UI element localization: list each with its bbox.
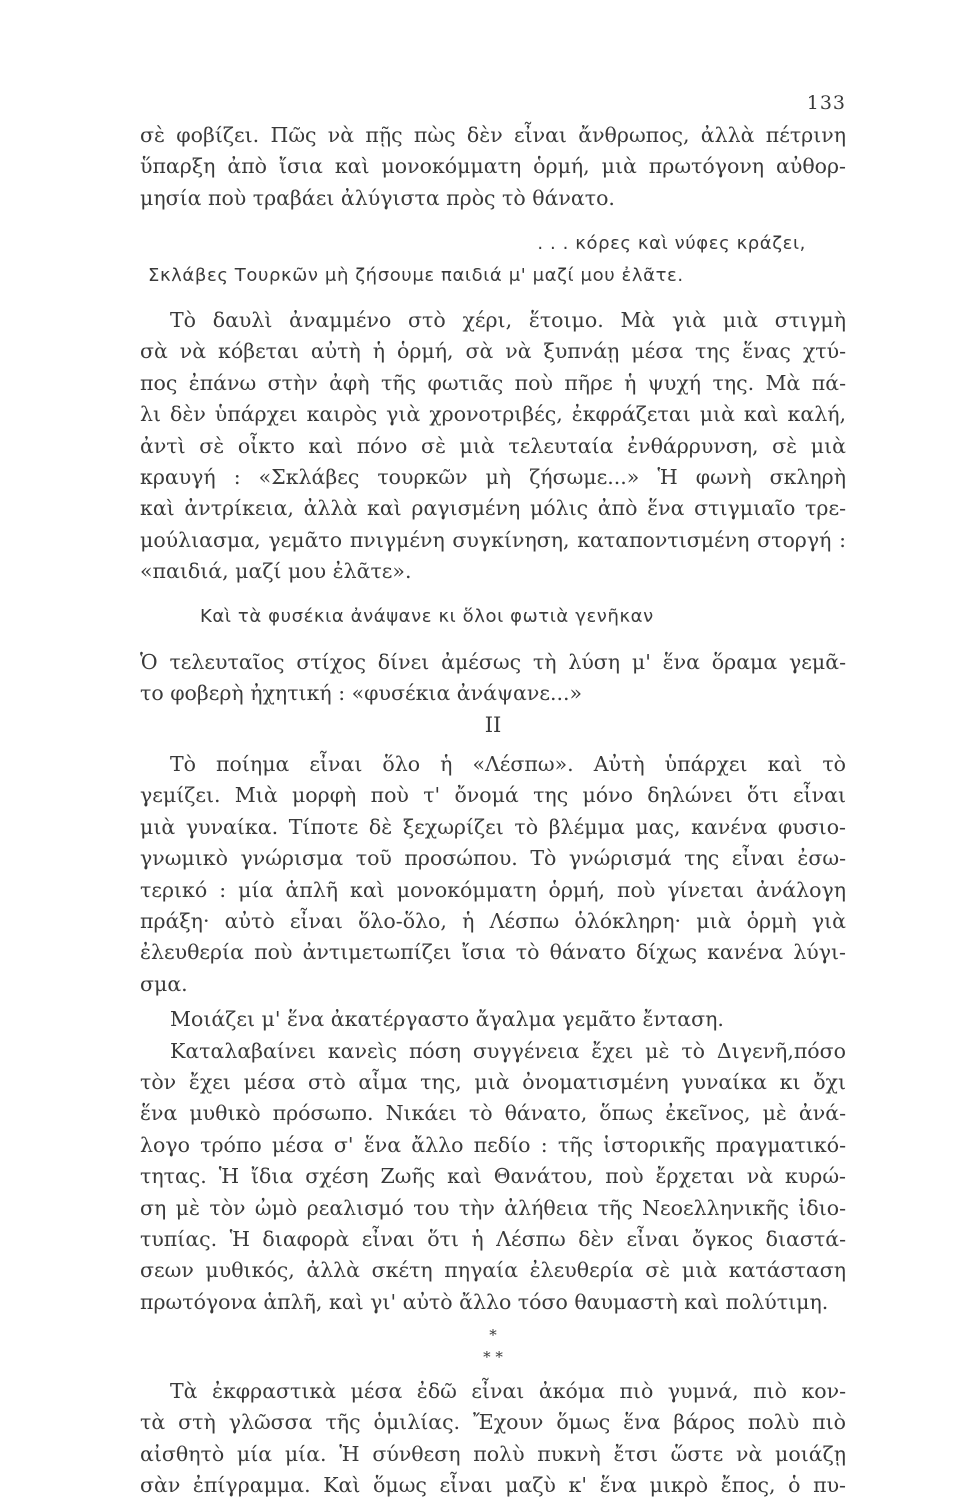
text-line: σὰ νὰ κόβεται αὐτὴ ἡ ὁρμή, σὰ νὰ ξυπνάῃ μέσα της ἕνας χτύ- [140, 339, 846, 364]
text-line: λι δὲν ὑπάρχει καιρὸς γιὰ χρονοτριβές, ἐκφράζεται μιὰ καὶ καλή, [140, 402, 846, 427]
text-line: τὸν ἔχει μέσα στὸ αἷμα της, μιὰ ὀνοματισμένη γυναίκα κι ὄχι [140, 1069, 846, 1094]
text-line: τερικό : μία ἁπλῆ καὶ μονοκόμματη ὁρμή, ποὺ γίνεται ἀνάλογη [140, 877, 846, 902]
text-line: κραυγή : «Σκλάβες τουρκῶν μὴ ζήσωμε...» Ἡ φωνὴ σκληρὴ [140, 464, 846, 489]
text-line: σεων μυθικός, ἀλλὰ σκέτη πηγαία ἐλευθερία σὲ μιὰ κατάσταση [140, 1258, 846, 1283]
text-line: αἰσθητὸ μία μία. Ἡ σύνθεση πολὺ πυκνὴ ἔτσι ὥστε νὰ μοιάζῃ [140, 1441, 846, 1466]
verse-line: Σκλάβες Τουρκῶν μὴ ζήσουμε παιδιά μ' μαζί μου ἐλᾶτε. [148, 264, 684, 286]
text-line: μησία ποὺ τραβάει ἀλύγιστα πρὸς τὸ θάνατο. [140, 185, 615, 210]
text-line: πράξη· αὐτὸ εἶναι ὅλο-ὅλο, ἡ Λέσπω ὁλόκληρη· μιὰ ὁρμὴ γιὰ [140, 908, 846, 933]
paragraph-6 [140, 1376, 846, 1502]
text-line: πρωτόγονα ἁπλῆ, καὶ γι' αὐτὸ ἄλλο τόσο θαυμαστὴ καὶ πολύτιμη. [140, 1289, 829, 1314]
text-line: Τὸ δαυλὶ ἀναμμένο στὸ χέρι, ἕτοιμο. Μὰ γιὰ μιὰ στιγμὴ [170, 307, 846, 332]
text-line: τυπίας. Ἡ διαφορὰ εἶναι ὅτι ἡ Λέσπω δὲν εἶναι ὄγκος διαστά- [140, 1226, 846, 1251]
verse-quote-2: Καὶ τὰ φυσέκια ἀνάψανε κι ὅλοι φωτιὰ γενῆκαν [200, 606, 654, 628]
text-line: σὰν ἐπίγραμμα. Καὶ ὅμως εἶναι μαζὺ κ' ἕνα μικρὸ ἔπος, ὁ πυ- [140, 1473, 846, 1498]
paragraph-3 [140, 647, 846, 710]
text-line: σὲ φοβίζει. Πῶς νὰ πῇς πὼς δὲν εἶναι ἄνθρωπος, ἀλλὰ πέτρινη [140, 123, 846, 147]
asterism-line: * [489, 1326, 497, 1345]
text-line: το φοβερὴ ἠχητική : «φυσέκια ἀνάψανε...» [140, 681, 583, 706]
verse-line: . . . κόρες καὶ νύφες κράζει, [537, 233, 806, 255]
page-number: 133 [806, 92, 846, 114]
text-line: ἐλευθερία ποὺ ἀντιμετωπίζει ἴσια τὸ θάνατο δίχως κανένα λύγι- [140, 940, 846, 965]
text-line: Καταλαβαίνει κανεὶς πόση συγγένεια ἔχει μὲ τὸ Διγενῆ,πόσο [170, 1038, 846, 1063]
text-line: Τὰ ἐκφραστικὰ μέσα ἐδῶ εἶναι ἀκόμα πιὸ γυμνά, πιὸ κον- [170, 1379, 846, 1404]
text-line: «παιδιά, μαζί μου ἐλᾶτε». [140, 559, 412, 584]
asterism-line: * * [483, 1348, 503, 1367]
paragraph-2 [140, 305, 846, 588]
text-line: πος ἐπάνω στὴν ἀφὴ τῆς φωτιᾶς ποὺ πῆρε ἡ ψυχή της. Μὰ πά- [140, 370, 846, 395]
paragraph-4 [140, 749, 846, 1000]
text-line: μούλιασμα, γεμᾶτο πνιγμένη συγκίνηση, καταποντισμένη στοργή : [140, 527, 846, 552]
text-line: ὕπαρξη ἀπὸ ἴσια καὶ μονοκόμματη ὁρμή, μιὰ πρωτόγονη αὐθορ- [140, 154, 846, 179]
text-line: Τὸ ποίημα εἶναι ὅλο ἡ «Λέσπω». Αὐτὴ ὑπάρχει καὶ τὸ [170, 752, 846, 777]
text-line: ἕνα μυθικὸ πρόσωπο. Νικάει τὸ θάνατο, ὅπως ἐκεῖνος, μὲ ἀνά- [140, 1101, 846, 1126]
text-line: Μοιάζει μ' ἕνα ἀκατέργαστο ἄγαλμα γεμᾶτο ἔνταση. [170, 1007, 724, 1032]
text-line: ἀντὶ σὲ οἶκτο καὶ πόνο σὲ μιὰ τελευταία ἐνθάρρυνση, σὲ μιὰ [140, 433, 846, 458]
page-body [140, 120, 846, 1502]
text-line: τητας. Ἡ ἴδια σχέση Ζωῆς καὶ Θανάτου, ποὺ ἔρχεται νὰ κυρώ- [140, 1164, 846, 1189]
verse-quote-1 [140, 228, 846, 291]
text-line: καὶ ἀντρίκεια, ἀλλὰ καὶ ραγισμένη μόλις ἀπὸ ἕνα στιγμιαῖο τρε- [140, 496, 846, 521]
paragraph-1 [140, 120, 846, 214]
text-line: γεμίζει. Μιὰ μορφὴ ποὺ τ' ὄνομά της μόνο δηλώνει ὅτι εἶναι [140, 783, 846, 808]
text-line: λογο τρόπο μέσα σ' ἕνα ἄλλο πεδίο : τῆς ἱστορικῆς πραγματικό- [140, 1132, 846, 1157]
paragraph-5 [140, 1004, 846, 1318]
text-line: τὰ στὴ γλῶσσα τῆς ὁμιλίας. Ἔχουν ὅμως ἕνα βάρος πολὺ πιὸ [140, 1410, 846, 1435]
text-line: ση μὲ τὸν ὠμὸ ρεαλισμό του τὴν ἀλήθεια τῆς Νεοελληνικῆς ἰδιο- [140, 1195, 846, 1220]
text-line: σμα. [140, 971, 188, 996]
section-heading: II [484, 712, 502, 737]
section-asterism [140, 1324, 846, 1368]
text-line: Ὁ τελευταῖος στίχος δίνει ἀμέσως τὴ λύση μ' ἕνα ὅραμα γεμᾶ- [140, 649, 846, 674]
text-line: γνωμικὸ γνώρισμα τοῦ προσώπου. Τὸ γνώρισμά της εἶναι ἐσω- [140, 846, 846, 871]
text-line: μιὰ γυναίκα. Τίποτε δὲ ξεχωρίζει τὸ βλέμμα μας, κανένα φυσιο- [140, 814, 846, 839]
